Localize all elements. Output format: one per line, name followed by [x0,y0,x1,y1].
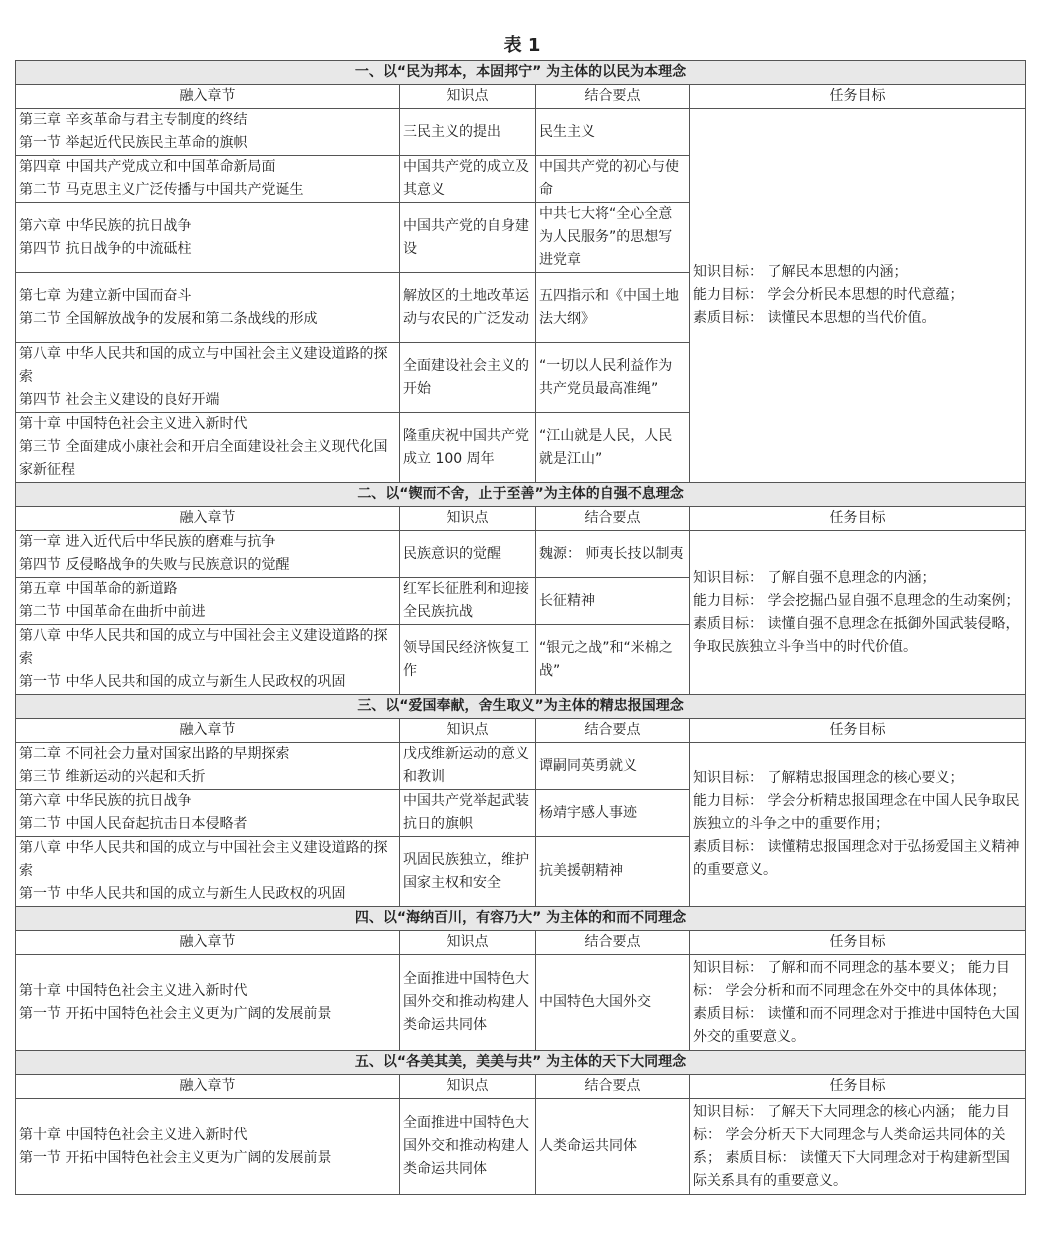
goal-line: 知识目标： 了解自强不息理念的内涵； [693,569,936,586]
table-row [16,743,1026,790]
table-row [16,109,1026,156]
chapter-line: 第三节 全面建成小康社会和开启全面建设社会主义现代化国家新征程 [19,439,388,478]
chapter-cell [16,578,400,625]
chapter-line: 第三章 辛亥革命与君主专制度的终结 [19,112,248,128]
knowledge-point-cell: 巩固民族独立，维护国家主权和安全 [400,837,536,907]
chapter-line: 第一节 举起近代民族民主革命的旗帜 [19,135,248,151]
knowledge-point-cell: 中国共产党举起武装抗日的旗帜 [400,790,536,837]
goal-line: 知识目标： 了解和而不同理念的基本要义； 能力目标： 学会分析和而不同理念在外交中的具体体现； 素质目标： 读懂和而不同理念对于推进中国特色大国外交的重要意义。 [693,959,1020,1045]
chapter-line: 第二节 马克思主义广泛传播与中国共产党诞生 [19,182,304,198]
chapter-line: 第十章 中国特色社会主义进入新时代 [19,1126,248,1143]
chapter-line: 第二章 不同社会力量对国家出路的早期探索 [19,746,290,762]
goal-line: 能力目标： 学会分析精忠报国理念在中国人民争取民族独立的斗争之中的重要作用； [693,793,1020,832]
chapter-cell [16,625,400,695]
chapter-line: 第一节 中华人民共和国的成立与新生人民政权的巩固 [19,674,346,690]
column-header: 融入章节 [16,1075,400,1099]
key-point-cell: 抗美援朝精神 [536,837,690,907]
header-row [16,85,1026,109]
chapter-line: 第一节 中华人民共和国的成立与新生人民政权的巩固 [19,886,346,902]
knowledge-point-cell: 隆重庆祝中国共产党成立 100 周年 [400,413,536,483]
key-point-cell: “一切以人民利益作为共产党员最高准绳” [536,343,690,413]
column-header: 任务目标 [690,719,1026,743]
knowledge-point-cell: 民族意识的觉醒 [400,531,536,578]
knowledge-point-cell: 中国共产党的自身建设 [400,203,536,273]
column-header: 结合要点 [536,931,690,955]
goal-line: 知识目标： 了解民本思想的内涵； [693,264,908,280]
chapter-cell [16,1099,400,1195]
chapter-line: 第八章 中华人民共和国的成立与中国社会主义建设道路的探索 [19,840,388,879]
column-header: 融入章节 [16,507,400,531]
key-point-cell: 魏源： 师夷长技以制夷 [536,531,690,578]
key-point-cell: 中共七大将“全心全意为人民服务”的思想写进党章 [536,203,690,273]
table-row [16,955,1026,1051]
goal-line: 素质目标： 读懂自强不息理念在抵御外国武装侵略，争取民族独立斗争当中的时代价值。 [693,615,1020,655]
chapter-line: 第八章 中华人民共和国的成立与中国社会主义建设道路的探索 [19,628,388,667]
chapter-line: 第十章 中国特色社会主义进入新时代 [19,416,248,432]
chapter-line: 第三节 维新运动的兴起和夭折 [19,769,206,785]
knowledge-point-cell: 中国共产党的成立及其意义 [400,156,536,203]
column-header: 知识点 [400,85,536,109]
header-row [16,931,1026,955]
column-header: 知识点 [400,1075,536,1099]
chapter-cell [16,531,400,578]
key-point-cell: “银元之战”和“米棉之战” [536,625,690,695]
knowledge-point-cell: 全面推进中国特色大国外交和推动构建人类命运共同体 [400,1099,536,1195]
chapter-line: 第四节 反侵略战争的失败与民族意识的觉醒 [19,557,290,573]
chapter-line: 第一节 开拓中国特色社会主义更为广阔的发展前景 [19,1149,332,1166]
concept-table [15,60,1026,1195]
column-header: 结合要点 [536,1075,690,1099]
task-goal-cell [690,109,1026,483]
task-goal-cell [690,955,1026,1051]
header-row [16,507,1026,531]
chapter-cell [16,743,400,790]
chapter-line: 第一节 开拓中国特色社会主义更为广阔的发展前景 [19,1005,332,1022]
goal-line: 知识目标： 了解精忠报国理念的核心要义； [693,770,964,786]
key-point-cell: 杨靖宇感人事迹 [536,790,690,837]
chapter-cell [16,109,400,156]
knowledge-point-cell: 领导国民经济恢复工作 [400,625,536,695]
goal-line: 能力目标： 学会分析民本思想的时代意蕴； [693,287,964,303]
knowledge-point-cell: 三民主义的提出 [400,109,536,156]
chapter-line: 第十章 中国特色社会主义进入新时代 [19,982,248,999]
table-title: 表 1 [503,35,541,56]
key-point-cell: 中国共产党的初心与使命 [536,156,690,203]
column-header: 知识点 [400,719,536,743]
key-point-cell: 五四指示和《中国土地法大纲》 [536,273,690,343]
column-header: 任务目标 [690,1075,1026,1099]
chapter-line: 第二节 中国革命在曲折中前进 [19,604,206,620]
section-row [16,483,1026,507]
column-header: 任务目标 [690,507,1026,531]
column-header: 结合要点 [536,85,690,109]
header-row [16,719,1026,743]
key-point-cell: “江山就是人民，人民就是江山” [536,413,690,483]
chapter-cell [16,413,400,483]
section-row [16,695,1026,719]
chapter-cell [16,343,400,413]
chapter-line: 第六章 中华民族的抗日战争 [19,217,192,234]
column-header: 融入章节 [16,85,400,109]
chapter-line: 第二节 中国人民奋起抗击日本侵略者 [19,816,248,832]
goal-line: 知识目标： 了解天下大同理念的核心内涵； 能力目标： 学会分析天下大同理念与人类命运共同体的关系； 素质目标： 读懂天下大同理念对于构建新型国际关系具有的重要意义。 [693,1103,1010,1189]
task-goal-cell [690,743,1026,907]
key-point-cell: 民生主义 [536,109,690,156]
knowledge-point-cell: 戊戌维新运动的意义和教训 [400,743,536,790]
column-header: 融入章节 [16,931,400,955]
column-header: 任务目标 [690,85,1026,109]
section-heading: 四、以“海纳百川，有容乃大” 为主体的和而不同理念 [16,907,1026,931]
table-row [16,1099,1026,1195]
chapter-line: 第四节 抗日战争的中流砥柱 [19,240,192,257]
knowledge-point-cell: 红军长征胜利和迎接全民族抗战 [400,578,536,625]
chapter-line: 第七章 为建立新中国而奋斗 [19,287,192,304]
knowledge-point-cell: 全面推进中国特色大国外交和推动构建人类命运共同体 [400,955,536,1051]
column-header: 知识点 [400,931,536,955]
knowledge-point-cell: 解放区的土地改革运动与农民的广泛发动 [400,273,536,343]
goal-line: 素质目标： 读懂民本思想的当代价值。 [693,310,936,326]
chapter-line: 第四节 社会主义建设的良好开端 [19,392,220,408]
section-heading: 三、以“爱国奉献，舍生取义”为主体的精忠报国理念 [16,695,1026,719]
knowledge-point-cell: 全面建设社会主义的开始 [400,343,536,413]
column-header: 任务目标 [690,931,1026,955]
task-goal-cell [690,531,1026,695]
header-row [16,1075,1026,1099]
chapter-line: 第四章 中国共产党成立和中国革命新局面 [19,159,276,175]
table-row [16,531,1026,578]
chapter-line: 第五章 中国革命的新道路 [19,581,178,597]
chapter-cell [16,955,400,1051]
chapter-cell [16,837,400,907]
column-header: 结合要点 [536,507,690,531]
section-heading: 五、以“各美其美，美美与共” 为主体的天下大同理念 [16,1051,1026,1075]
chapter-line: 第六章 中华民族的抗日战争 [19,793,192,809]
chapter-line: 第八章 中华人民共和国的成立与中国社会主义建设道路的探索 [19,346,388,385]
chapter-cell [16,790,400,837]
task-goal-cell [690,1099,1026,1195]
key-point-cell: 谭嗣同英勇就义 [536,743,690,790]
goal-line: 素质目标： 读懂精忠报国理念对于弘扬爱国主义精神的重要意义。 [693,839,1020,878]
section-row [16,61,1026,85]
goal-line: 能力目标： 学会挖掘凸显自强不息理念的生动案例； [693,592,1020,609]
section-heading: 二、以“锲而不舍，止于至善”为主体的自强不息理念 [16,483,1026,507]
chapter-line: 第一章 进入近代后中华民族的磨难与抗争 [19,534,276,550]
chapter-cell [16,273,400,343]
key-point-cell: 长征精神 [536,578,690,625]
column-header: 知识点 [400,507,536,531]
section-row [16,907,1026,931]
chapter-line: 第二节 全国解放战争的发展和第二条战线的形成 [19,310,318,327]
chapter-cell [16,156,400,203]
section-row [16,1051,1026,1075]
column-header: 融入章节 [16,719,400,743]
key-point-cell: 人类命运共同体 [536,1099,690,1195]
chapter-cell [16,203,400,273]
column-header: 结合要点 [536,719,690,743]
section-heading: 一、以“民为邦本，本固邦宁” 为主体的以民为本理念 [16,61,1026,85]
key-point-cell: 中国特色大国外交 [536,955,690,1051]
